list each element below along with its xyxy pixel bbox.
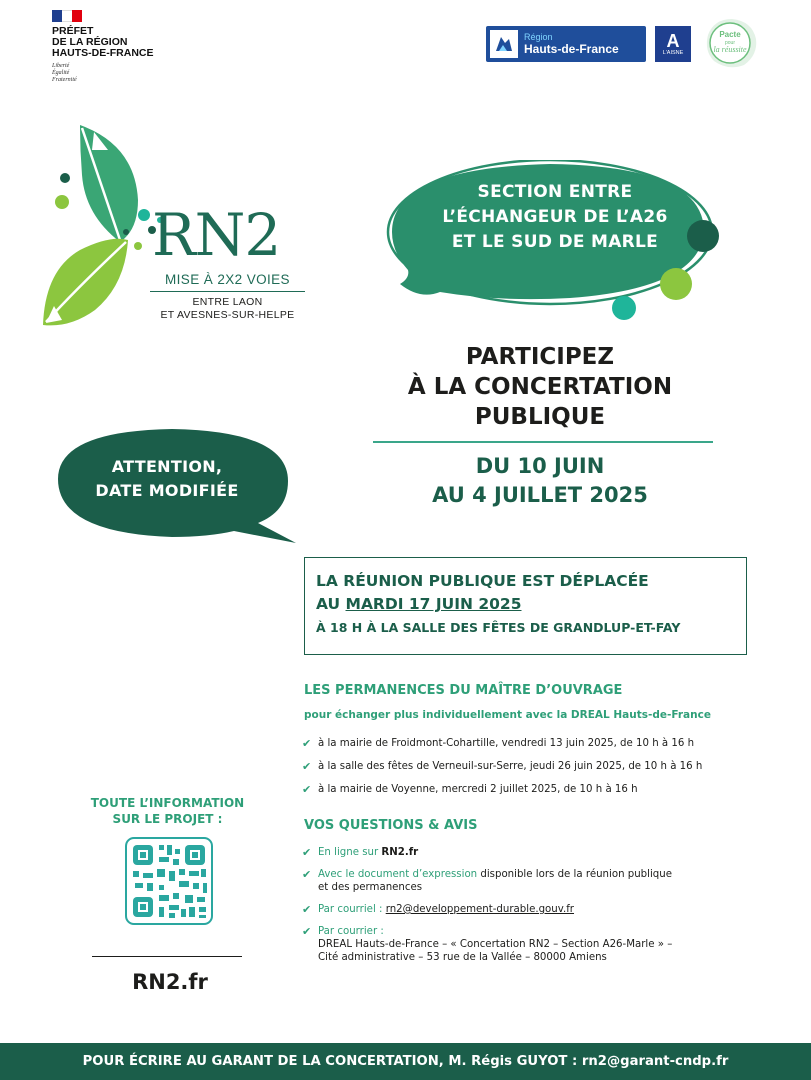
permanence-text: à la mairie de Voyenne, mercredi 2 juillet 2025, de 10 h à 16 h (318, 784, 638, 795)
concertation-dates (380, 452, 700, 510)
section-line1: SECTION ENTRE (477, 182, 633, 202)
attention-text (62, 455, 272, 503)
checkmark-icon: ✔ (302, 783, 312, 796)
list-item (302, 868, 772, 894)
rn2-logo-route (150, 296, 305, 322)
dates-line1: DU 10 JUIN (475, 454, 605, 478)
prefet-name: PRÉFET DE LA RÉGION HAUTS-DE-FRANCE (52, 25, 154, 59)
questions-title: VOS QUESTIONS & AVIS (304, 818, 478, 833)
email-prefix: Par courriel : (318, 904, 386, 915)
checkmark-icon: ✔ (302, 760, 312, 773)
participez-line1: PARTICIPEZ (465, 344, 615, 370)
checkmark-icon: ✔ (302, 846, 312, 859)
info-divider (92, 956, 242, 957)
prefet-motto: Liberté Égalité Fraternité (52, 63, 77, 83)
region-logo-line2: Hauts-de-France (524, 42, 619, 56)
region-logo-line1: Région (524, 32, 553, 42)
rn2-route-line2: ET AVESNES-SUR-HELPE (160, 309, 295, 321)
aisne-letter: A (666, 31, 680, 51)
permanences-title: LES PERMANENCES DU MAÎTRE D’OUVRAGE (304, 683, 623, 698)
mail-prefix: Par courrier : (318, 926, 384, 937)
checkmark-icon: ✔ (302, 737, 312, 750)
svg-text:Pacte: Pacte (719, 30, 741, 39)
heading-divider (373, 441, 713, 443)
section-text (405, 180, 705, 255)
doc-prefix: Avec le document d’expression (318, 869, 478, 880)
french-flag-icon (52, 10, 82, 22)
questions-list (302, 846, 772, 973)
list-item (302, 903, 772, 916)
participez-line2: À LA CONCERTATION (407, 374, 673, 400)
project-site-link[interactable]: RN2.fr (132, 970, 208, 994)
reunion-line3: À 18 H À LA SALLE DES FÊTES DE GRANDLUP-ET-FAY (316, 620, 681, 635)
info-title (70, 795, 265, 827)
participez-line3: PUBLIQUE (474, 404, 606, 430)
rn2-route-line1: ENTRE LAON (192, 296, 263, 308)
email-link[interactable]: rn2@developpement-durable.gouv.fr (385, 904, 575, 915)
footer-text: POUR ÉCRIRE AU GARANT DE LA CONCERTATION, M. Régis GUYOT : rn2@garant-cndp.fr (82, 1054, 729, 1069)
list-item (302, 925, 772, 964)
permanence-text: à la salle des fêtes de Verneuil-sur-Serre, jeudi 26 juin 2025, de 10 h à 16 h (318, 761, 703, 772)
info-title-line2: SUR LE PROJET : (112, 812, 223, 826)
dates-line2: AU 4 JUILLET 2025 (432, 483, 648, 507)
permanences-list (302, 737, 772, 806)
aisne-name: L'AISNE (662, 50, 684, 56)
footer-banner (0, 1043, 811, 1080)
list-item (302, 760, 772, 773)
attention-line2: DATE MODIFIÉE (95, 481, 239, 500)
rn2-logo-title: RN2 (152, 201, 281, 269)
mail-line2: Cité administrative – 53 rue de la Vallée – 80000 Amiens (318, 952, 607, 963)
reunion-date: MARDI 17 JUIN 2025 (345, 595, 522, 613)
mail-line1: DREAL Hauts-de-France – « Concertation RN2 – Section A26-Marle » – (318, 939, 673, 950)
info-title-line1: TOUTE L’INFORMATION (90, 796, 245, 810)
checkmark-icon: ✔ (302, 903, 312, 916)
svg-text:la réussite: la réussite (713, 45, 747, 54)
rn2-logo-divider (150, 291, 305, 292)
checkmark-icon: ✔ (302, 925, 312, 938)
reunion-line2 (316, 594, 522, 614)
aisne-logo (655, 26, 691, 62)
permanences-subtitle: pour échanger plus individuellement avec la DREAL Hauts-de-France (304, 709, 711, 721)
attention-line1: ATTENTION, (111, 457, 223, 476)
online-site-link[interactable]: RN2.fr (381, 847, 419, 858)
section-line3: ET LE SUD DE MARLE (451, 232, 659, 252)
participez-heading (380, 342, 700, 432)
qr-code-icon[interactable] (125, 837, 213, 925)
online-prefix: En ligne sur (318, 847, 382, 858)
list-item (302, 846, 772, 859)
svg-text:pour: pour (724, 40, 736, 46)
list-item (302, 737, 772, 750)
doc-rest-line1: disponible lors de la réunion publique (477, 869, 673, 880)
list-item (302, 783, 772, 796)
doc-rest-line2: et des permanences (318, 882, 423, 893)
permanence-text: à la mairie de Froidmont-Cohartille, vendredi 13 juin 2025, de 10 h à 16 h (318, 738, 695, 749)
region-emblem-icon (490, 30, 518, 58)
reunion-line1: LA RÉUNION PUBLIQUE EST DÉPLACÉE (316, 572, 649, 590)
pacte-logo (700, 15, 760, 71)
rn2-logo-subtitle: MISE À 2X2 VOIES (165, 272, 290, 287)
reunion-line2-prefix: AU (316, 595, 346, 613)
section-line2: L’ÉCHANGEUR DE L’A26 (442, 207, 668, 227)
region-logo (486, 26, 646, 62)
prefet-logo (52, 10, 212, 84)
checkmark-icon: ✔ (302, 868, 312, 881)
